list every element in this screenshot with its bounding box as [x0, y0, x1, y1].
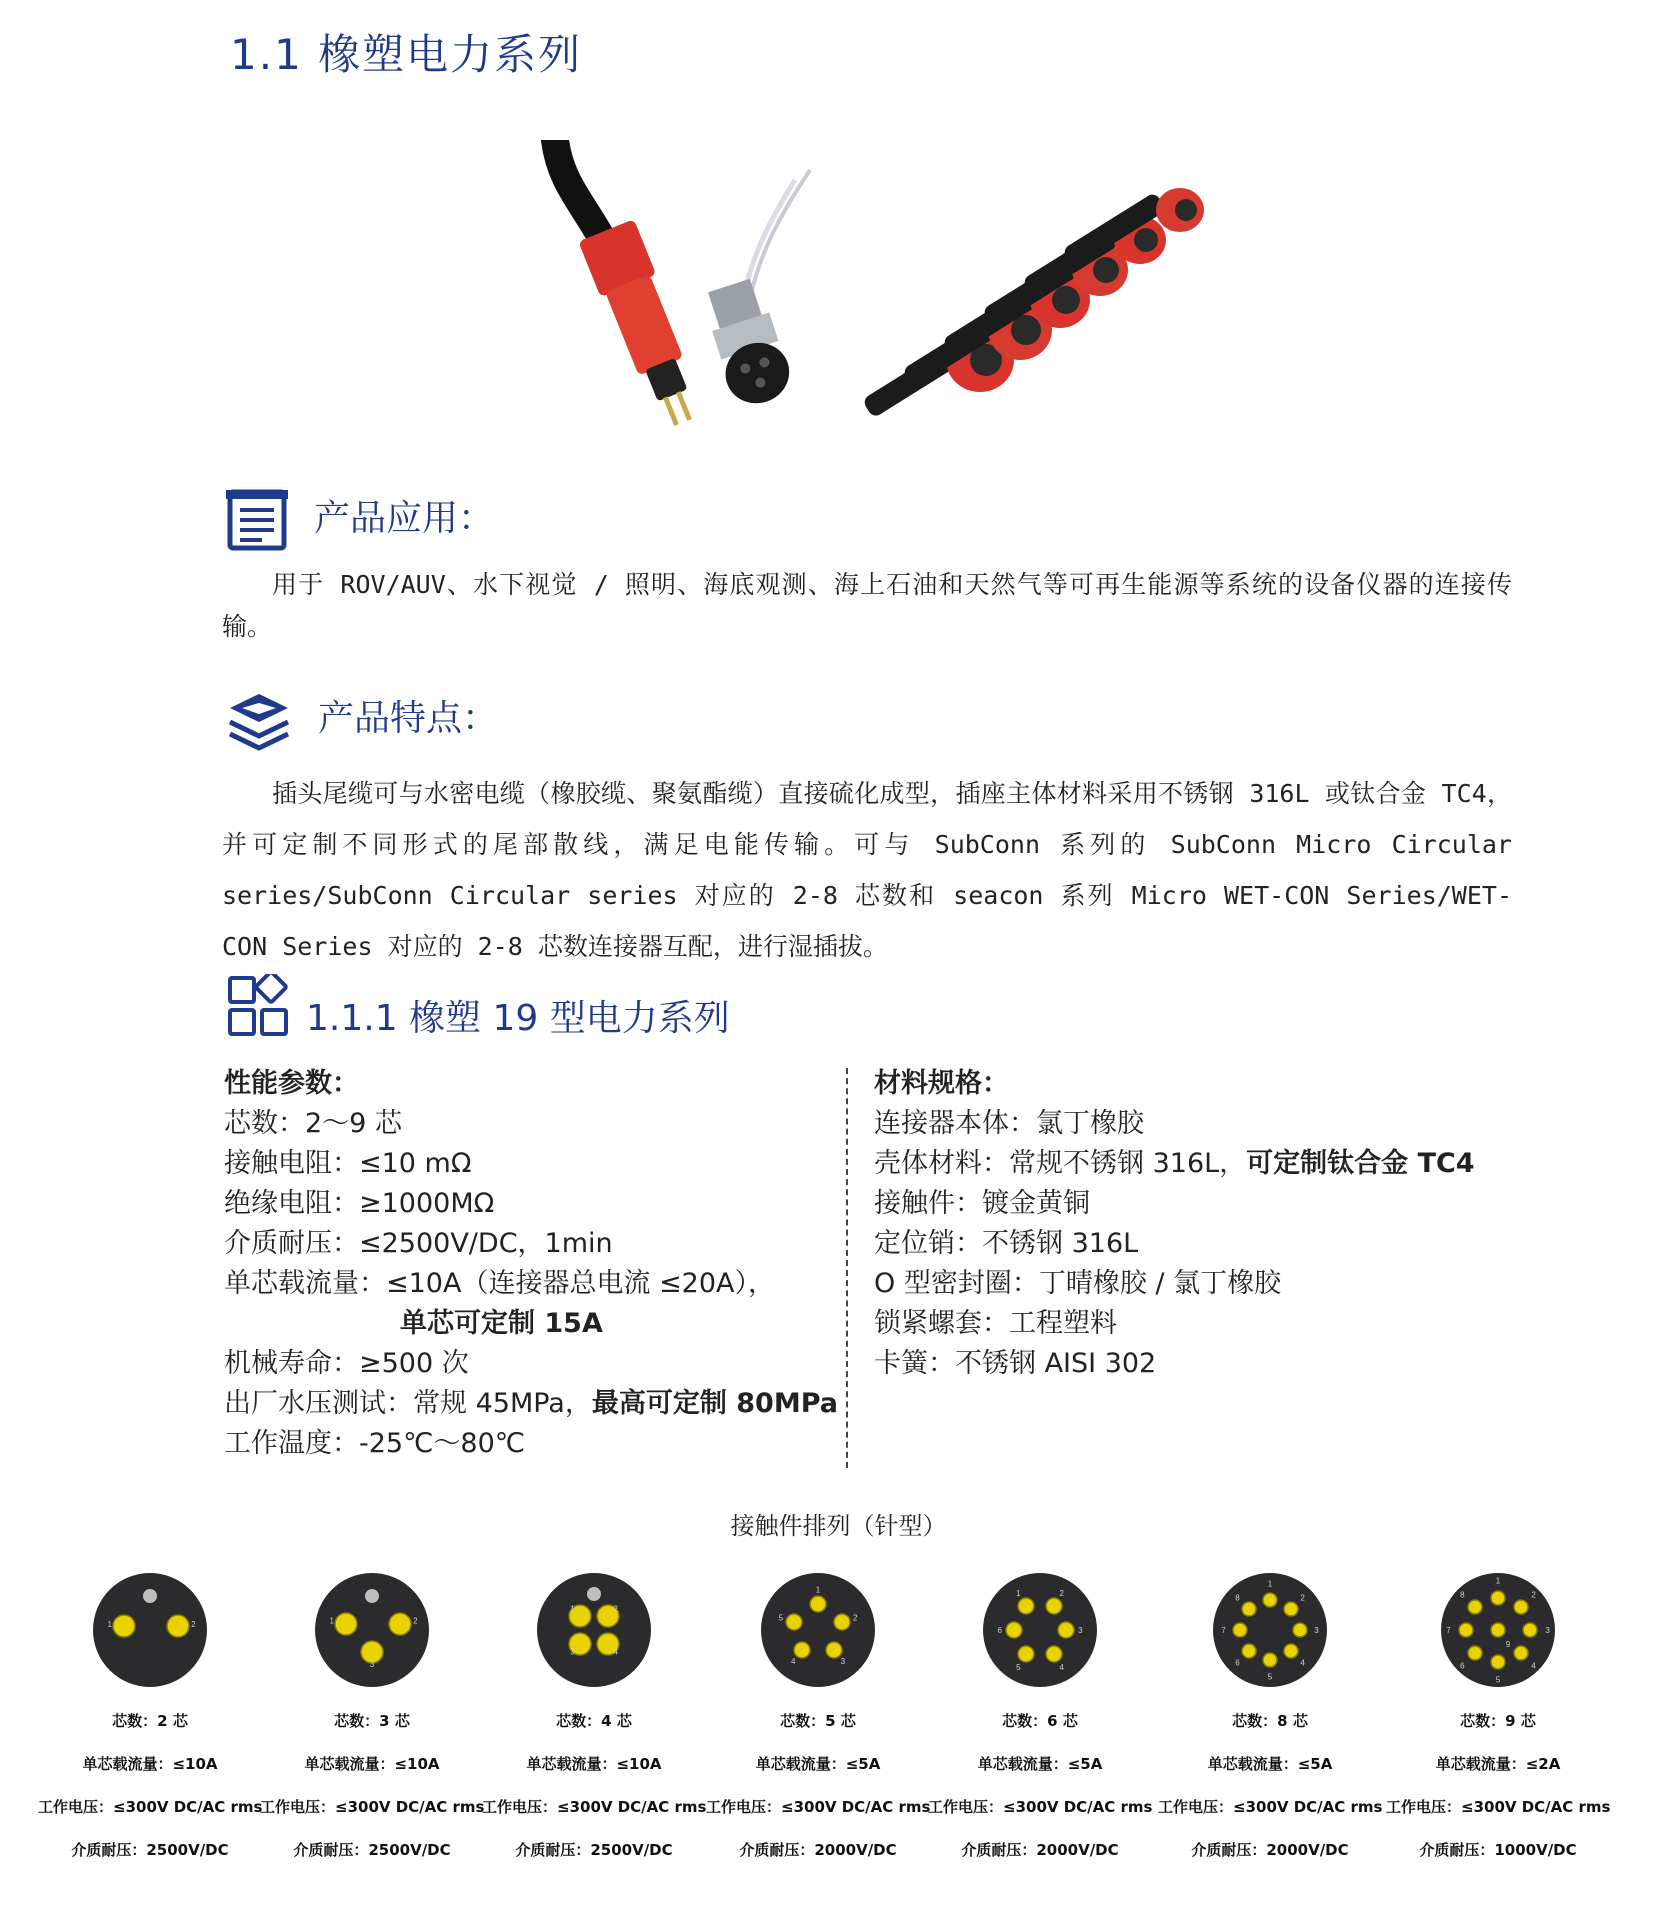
document-list-icon: [224, 486, 290, 552]
contact-pin: [1284, 1602, 1298, 1616]
subsection-heading: 1.1.1 橡塑 19 型电力系列: [306, 998, 730, 1039]
pin-number-label: 1: [1016, 1588, 1021, 1598]
contact-pin: [1468, 1646, 1482, 1660]
pin-layout-5: [928, 1570, 1152, 1872]
pin-number-label: 1: [1495, 1576, 1501, 1586]
pin-number-label: 3: [1078, 1626, 1083, 1635]
pin-cores-label: 芯数：9 芯: [1460, 1712, 1536, 1730]
pin-number-label: 5: [1016, 1663, 1021, 1673]
pin-number-label: 1: [107, 1619, 112, 1629]
performance-heading: 性能参数：: [224, 1068, 359, 1099]
contact-pin: [1523, 1623, 1537, 1637]
pin-voltage-label: 工作电压：≤300V DC/AC rms: [1386, 1798, 1611, 1816]
pin-number-label: 3: [1545, 1626, 1550, 1635]
contact-pin: [389, 1613, 411, 1635]
pin-number-label: 4: [1300, 1658, 1305, 1668]
pin-current-label: 单芯载流量：≤5A: [977, 1755, 1103, 1773]
mat-o-ring: O 型密封圈：丁晴橡胶 / 氯丁橡胶: [874, 1268, 1282, 1299]
material-specs: [874, 1064, 1475, 1384]
contact-pin: [1233, 1623, 1247, 1637]
mat-contacts: 接触件：镀金黄铜: [874, 1188, 1090, 1219]
pin-face-diagram: [1210, 1570, 1330, 1690]
pin-cores-label: 芯数：3 芯: [334, 1712, 410, 1730]
pin-number-label: 1: [570, 1604, 575, 1614]
product-photo: [540, 140, 1240, 430]
contact-pin: [1263, 1653, 1277, 1667]
pin-number-label: 2: [1531, 1590, 1536, 1600]
pin-cores-label: 芯数：8 芯: [1232, 1712, 1308, 1730]
mat-shell: 壳体材料：常规不锈钢 316L，可定制钛合金 TC4: [874, 1148, 1475, 1179]
pin-number-label: 1: [329, 1616, 334, 1626]
contact-pin: [1468, 1600, 1482, 1614]
application-text: 用于 ROV/AUV、水下视觉 / 照明、海底观测、海上石油和天然气等可再生能源等系统的设备仪器的连接传输。: [222, 570, 1512, 641]
key-pin: [587, 1587, 601, 1601]
pin-dielectric-label: 介质耐压：2000V/DC: [1191, 1841, 1349, 1859]
pin-number-label: 4: [613, 1647, 618, 1657]
mat-lock-sleeve: 锁紧螺套：工程塑料: [874, 1308, 1117, 1339]
pin-cores-label: 芯数：5 芯: [780, 1712, 856, 1730]
contact-pin: [1293, 1623, 1307, 1637]
pin-voltage-label: 工作电压：≤300V DC/AC rms: [1158, 1798, 1383, 1816]
contact-pin: [1046, 1598, 1062, 1614]
contact-pin: [1018, 1598, 1034, 1614]
spec-dielectric: 介质耐压：≤2500V/DC，1min: [224, 1228, 613, 1259]
pin-number-label: 4: [790, 1657, 796, 1666]
pin-number-label: 4: [1059, 1663, 1064, 1673]
pin-number-label: 6: [1235, 1658, 1240, 1668]
spec-insulation-resistance: 绝缘电阻：≥1000MΩ: [224, 1188, 495, 1219]
pin-number-label: 5: [1495, 1675, 1501, 1685]
mat-body: 连接器本体：氯丁橡胶: [874, 1108, 1144, 1139]
pin-face-diagram: [312, 1570, 432, 1690]
pin-number-label: 2: [413, 1616, 418, 1626]
pin-number-label: 8: [1235, 1593, 1240, 1603]
performance-specs: [224, 1064, 838, 1464]
spec-water-test: 出厂水压测试：常规 45MPa，最高可定制 80MPa: [224, 1388, 838, 1419]
pin-voltage-label: 工作电压：≤300V DC/AC rms: [260, 1798, 485, 1816]
pin-number-label: 5: [1267, 1672, 1273, 1682]
contact-pin: [810, 1596, 826, 1612]
contact-pin: [1263, 1593, 1277, 1607]
application-heading: 产品应用：: [314, 498, 495, 539]
contact-pin: [167, 1615, 189, 1637]
contact-pin: [794, 1642, 810, 1658]
pin-number-label: 7: [1221, 1626, 1226, 1635]
pin-layout-4: [706, 1570, 930, 1872]
mat-locating-pin: 定位销：不锈钢 316L: [874, 1228, 1139, 1259]
contact-pin: [1006, 1622, 1022, 1638]
pin-number-label: 9: [1505, 1640, 1511, 1649]
pin-face-diagram: [534, 1570, 654, 1690]
contact-pin: [1242, 1602, 1256, 1616]
pin-current-label: 单芯载流量：≤2A: [1435, 1755, 1561, 1773]
pin-dielectric-label: 介质耐压：1000V/DC: [1419, 1841, 1577, 1859]
pin-number-label: 3: [369, 1660, 375, 1670]
pin-number-label: 1: [1267, 1579, 1273, 1589]
contact-pin: [826, 1642, 842, 1658]
pin-dielectric-label: 介质耐压：2000V/DC: [961, 1841, 1119, 1859]
pin-number-label: 6: [1460, 1661, 1465, 1671]
pin-number-label: 7: [1446, 1626, 1451, 1635]
layers-icon: [226, 690, 292, 756]
contact-pin: [834, 1614, 850, 1630]
pin-number-label: 6: [997, 1626, 1002, 1635]
contact-pin: [113, 1615, 135, 1637]
spec-cores: 芯数：2～9 芯: [224, 1108, 402, 1139]
pin-face-diagram: [758, 1570, 878, 1690]
pin-voltage-label: 工作电压：≤300V DC/AC rms: [928, 1798, 1153, 1816]
contact-pin: [1491, 1591, 1505, 1605]
pin-layout-7: [1386, 1570, 1610, 1872]
spec-current-custom: 单芯可定制 15A: [400, 1308, 603, 1339]
pin-cores-label: 芯数：6 芯: [1002, 1712, 1078, 1730]
contact-pin: [1018, 1646, 1034, 1662]
pin-number-label: 2: [613, 1604, 618, 1614]
pin-number-label: 1: [815, 1585, 821, 1595]
pin-face-diagram: [1438, 1570, 1558, 1690]
pin-layout-3: [482, 1570, 706, 1872]
features-text: 插头尾缆可与水密电缆（橡胶缆、聚氨酯缆）直接硫化成型，插座主体材料采用不锈钢 316L 或钛合金 TC4，并可定制不同形式的尾部散线，满足电能传输。可与 SubConn 系列的 SubConn Micro Circular series/SubConn Circular series 对应的 2-8 芯数和 seacon 系列 Micro WET-CON Series/WET-CON Series 对应的 2-8 芯数连接器互配，进行湿插拔。: [222, 779, 1512, 961]
pin-number-label: 4: [1531, 1661, 1536, 1671]
pin-current-label: 单芯载流量：≤5A: [755, 1755, 881, 1773]
connector-face: [1213, 1573, 1327, 1687]
key-pin: [143, 1589, 157, 1603]
pin-number-label: 3: [1314, 1626, 1319, 1635]
spec-contact-resistance: 接触电阻：≤10 mΩ: [224, 1148, 472, 1179]
pin-current-label: 单芯载流量：≤5A: [1207, 1755, 1333, 1773]
pin-cores-label: 芯数：4 芯: [556, 1712, 632, 1730]
contact-pin: [1514, 1646, 1528, 1660]
pin-number-label: 2: [1300, 1593, 1305, 1603]
contact-pin: [1242, 1644, 1256, 1658]
contact-pin: [1284, 1644, 1298, 1658]
pin-face-diagram: [980, 1570, 1100, 1690]
pin-number-label: 8: [1460, 1590, 1465, 1600]
category-grid-icon: [226, 974, 292, 1040]
pin-dielectric-label: 介质耐压：2500V/DC: [71, 1841, 229, 1859]
pin-dielectric-label: 介质耐压：2500V/DC: [515, 1841, 673, 1859]
pin-layout-6: [1158, 1570, 1382, 1872]
pin-voltage-label: 工作电压：≤300V DC/AC rms: [482, 1798, 707, 1816]
pin-number-label: 2: [191, 1619, 196, 1629]
pin-number-label: 2: [1059, 1588, 1064, 1598]
spec-mechanical-life: 机械寿命：≥500 次: [224, 1348, 469, 1379]
pin-face-diagram: [90, 1570, 210, 1690]
contact-pin: [1491, 1623, 1505, 1637]
contact-pin: [1459, 1623, 1473, 1637]
contact-pin: [1046, 1646, 1062, 1662]
mat-spring: 卡簧：不锈钢 AISI 302: [874, 1348, 1157, 1379]
pin-dielectric-label: 介质耐压：2000V/DC: [739, 1841, 897, 1859]
contact-pin: [335, 1613, 357, 1635]
pin-number-label: 3: [570, 1647, 575, 1657]
pin-layout-1: [38, 1570, 262, 1872]
pin-number-label: 3: [840, 1657, 846, 1666]
key-pin: [365, 1589, 379, 1603]
pin-current-label: 单芯载流量：≤10A: [526, 1755, 662, 1773]
pin-current-label: 单芯载流量：≤10A: [82, 1755, 218, 1773]
pin-voltage-label: 工作电压：≤300V DC/AC rms: [38, 1798, 263, 1816]
page-title: 1.1 橡塑电力系列: [230, 30, 583, 79]
column-divider: [846, 1068, 848, 1468]
spec-temperature: 工作温度：-25℃～80℃: [224, 1428, 526, 1459]
contact-pin: [1058, 1622, 1074, 1638]
pin-number-label: 2: [852, 1613, 858, 1623]
pin-layout-caption: 接触件排列（针型）: [730, 1512, 947, 1540]
pin-voltage-label: 工作电压：≤300V DC/AC rms: [706, 1798, 931, 1816]
spec-current: 单芯载流量：≤10A（连接器总电流 ≤20A），: [224, 1268, 775, 1299]
materials-heading: 材料规格：: [874, 1068, 1009, 1099]
pin-current-label: 单芯载流量：≤10A: [304, 1755, 440, 1773]
features-heading: 产品特点：: [318, 698, 499, 739]
contact-pin: [1491, 1655, 1505, 1669]
pin-number-label: 5: [778, 1613, 784, 1623]
pin-cores-label: 芯数：2 芯: [112, 1712, 188, 1730]
pin-layout-2: [260, 1570, 484, 1872]
contact-pin: [786, 1614, 802, 1630]
pin-dielectric-label: 介质耐压：2500V/DC: [293, 1841, 451, 1859]
contact-pin: [1514, 1600, 1528, 1614]
